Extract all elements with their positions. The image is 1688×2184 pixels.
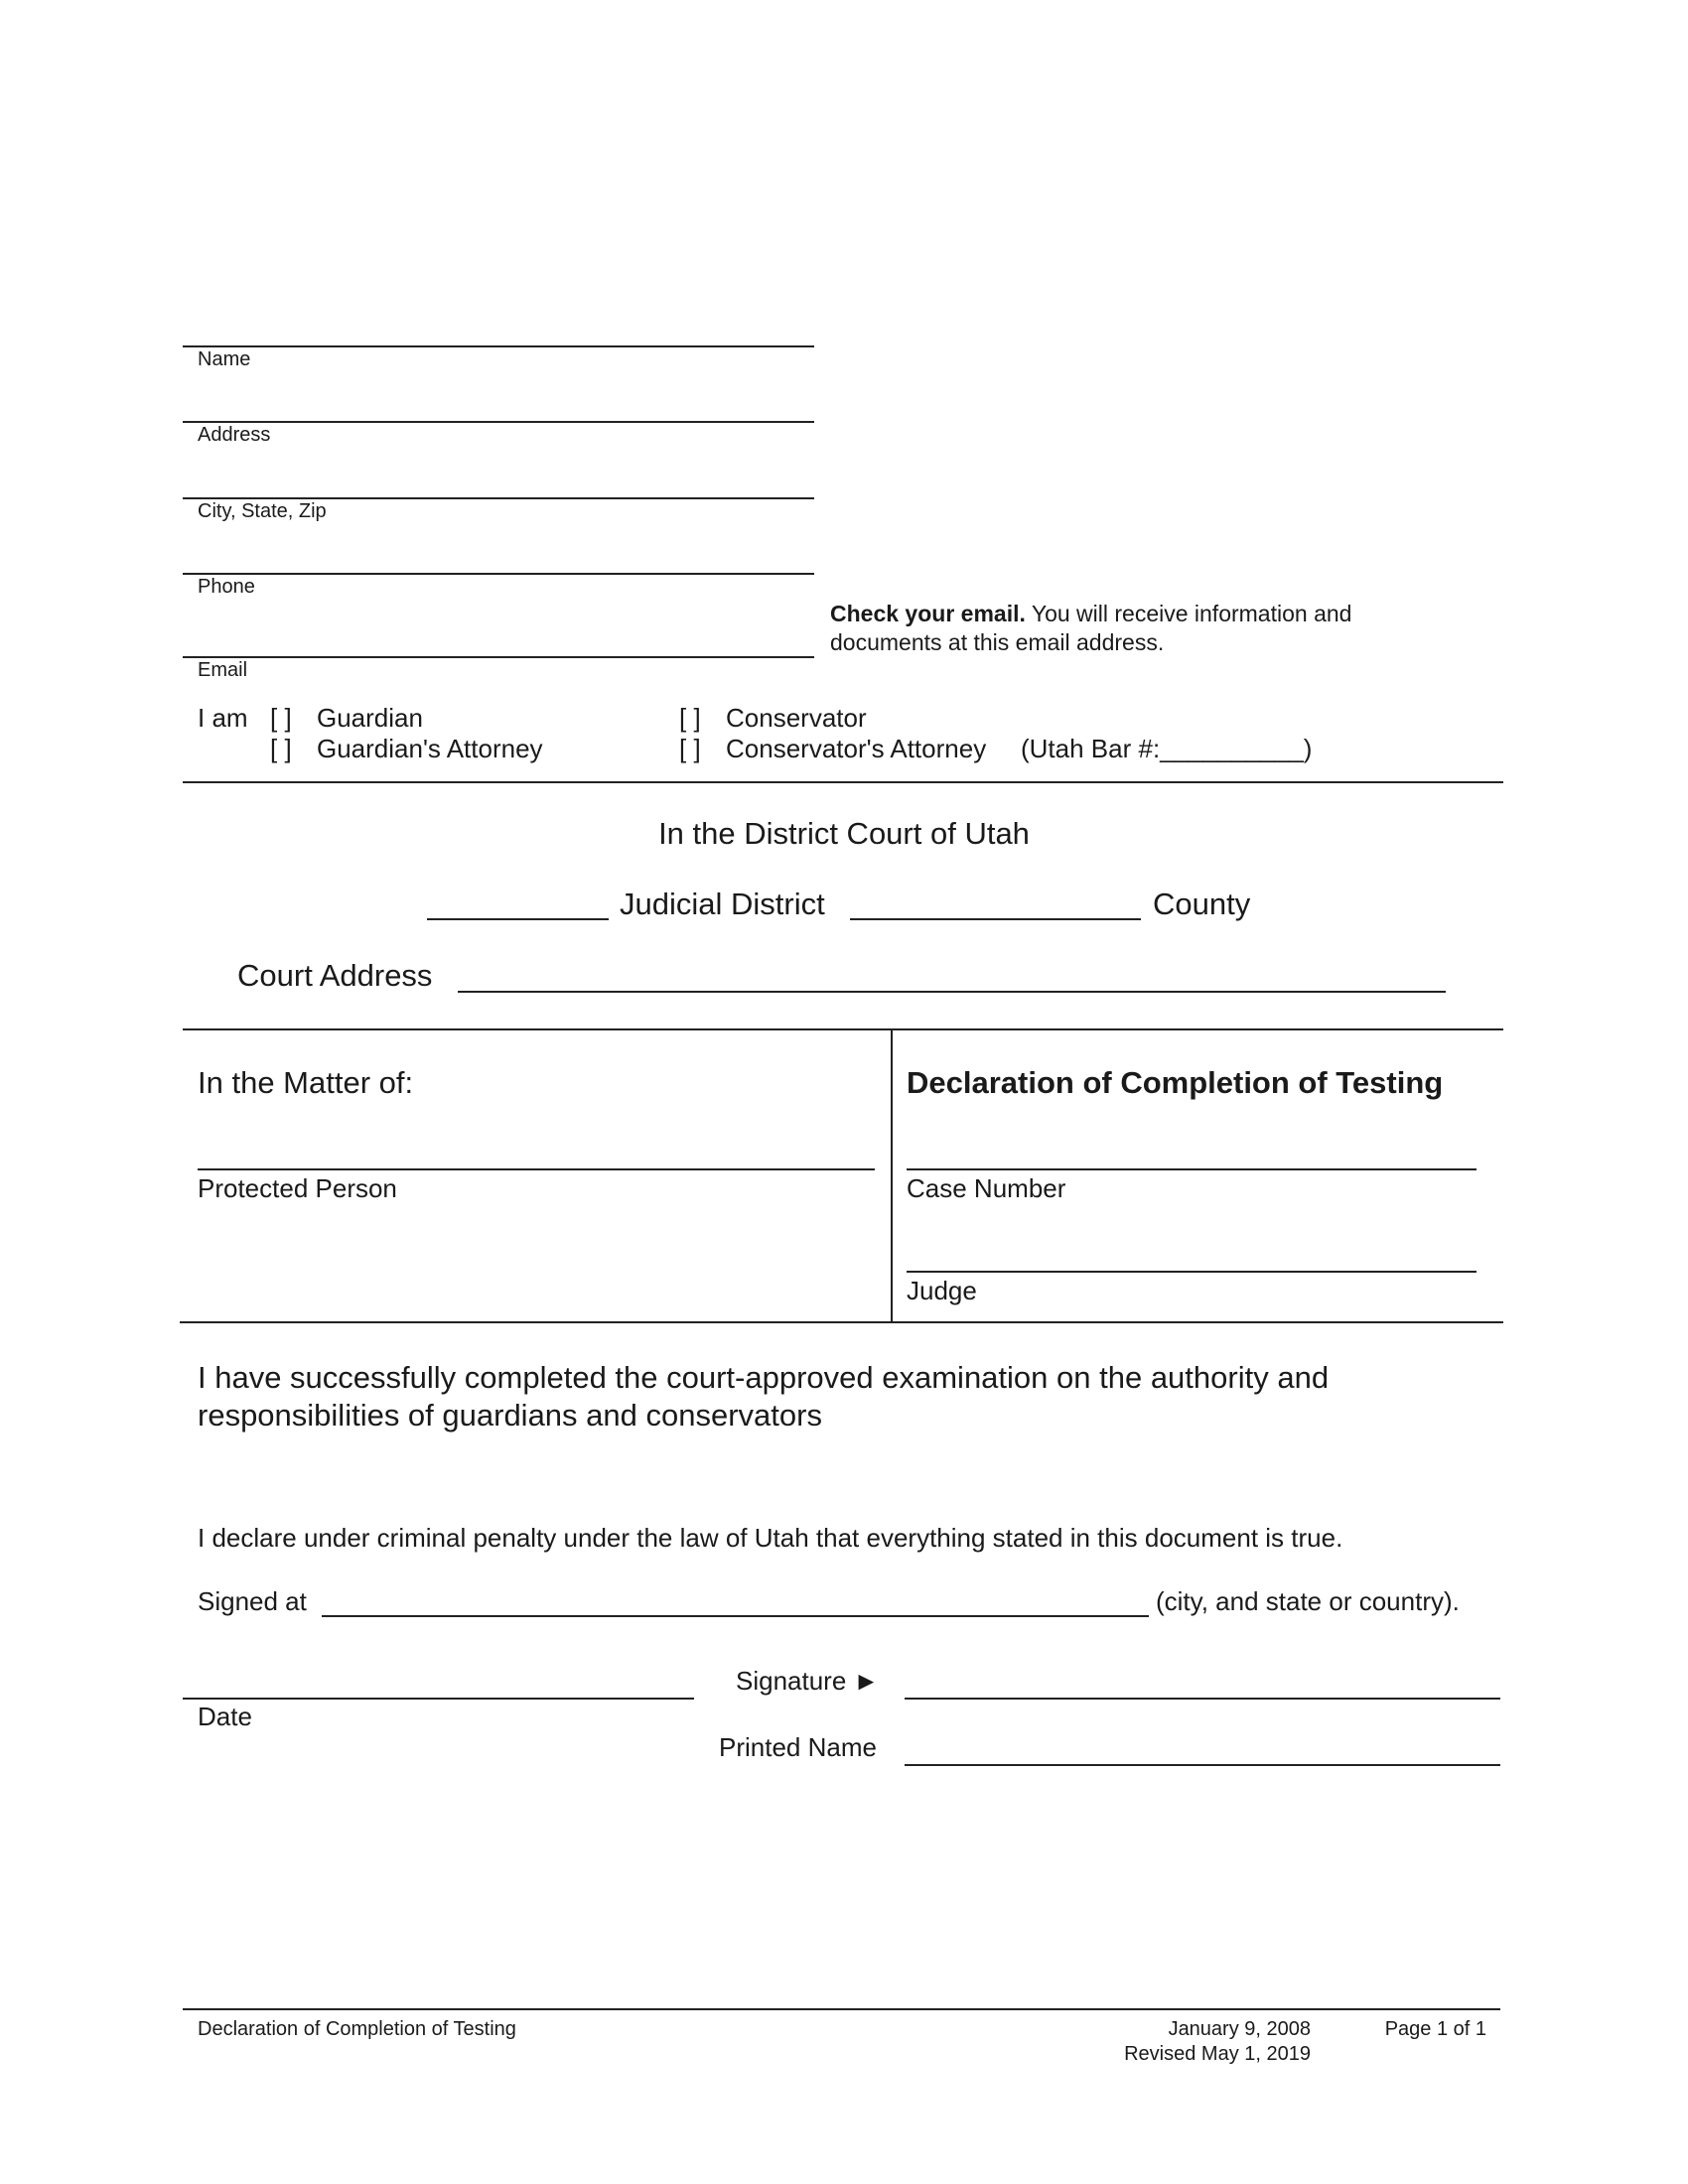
header-divider (183, 781, 1503, 783)
footer-divider (183, 2008, 1500, 2010)
email-notice-rest: You will receive information and (1025, 601, 1352, 626)
judicial-district-label: Judicial District (620, 887, 825, 921)
conservator-attorney-checkbox[interactable]: [ ] (679, 734, 701, 763)
document-title: Declaration of Completion of Testing (907, 1065, 1444, 1100)
email-notice-line2: documents at this email address. (830, 629, 1165, 655)
guardian-checkbox[interactable]: [ ] (270, 703, 292, 733)
date-field[interactable] (183, 1698, 694, 1700)
protected-person-field[interactable] (198, 1168, 875, 1170)
caption-bottom-border (180, 1321, 1503, 1323)
footer-revised-date: Revised May 1, 2019 (1124, 2043, 1311, 2065)
county-label: County (1153, 887, 1251, 921)
footer-page-number: Page 1 of 1 (1384, 2018, 1486, 2040)
guardian-label: Guardian (317, 703, 423, 733)
city-state-zip-label: City, State, Zip (198, 500, 327, 522)
signature-label: Signature ► (736, 1666, 880, 1696)
court-address-field[interactable] (458, 991, 1446, 993)
city-state-zip-line[interactable] (183, 497, 814, 499)
footer-date: January 9, 2008 (1168, 2018, 1311, 2040)
court-title: In the District Court of Utah (658, 816, 1030, 851)
printed-name-label: Printed Name (719, 1732, 877, 1762)
email-label: Email (198, 659, 248, 681)
judge-label: Judge (907, 1276, 977, 1305)
phone-line[interactable] (183, 573, 814, 575)
judge-field[interactable] (907, 1271, 1477, 1273)
footer-document-name: Declaration of Completion of Testing (198, 2018, 516, 2040)
case-number-field[interactable] (907, 1168, 1477, 1170)
email-line[interactable] (183, 656, 814, 658)
email-notice-line1 (830, 601, 1351, 627)
signed-at-suffix: (city, and state or country). (1156, 1586, 1460, 1616)
phone-label: Phone (198, 576, 255, 598)
protected-person-label: Protected Person (198, 1173, 397, 1203)
declaration-text: I declare under criminal penalty under the law of Utah that everything stated in this document is true. (198, 1523, 1343, 1553)
email-notice-bold: Check your email. (830, 601, 1026, 626)
printed-name-field[interactable] (905, 1764, 1500, 1766)
statement-line-2: responsibilities of guardians and conservators (198, 1398, 822, 1433)
court-address-label: Court Address (237, 958, 433, 993)
signature-field[interactable] (905, 1698, 1500, 1700)
judicial-district-field[interactable] (427, 918, 609, 920)
in-the-matter-label: In the Matter of: (198, 1065, 414, 1100)
case-number-label: Case Number (907, 1173, 1066, 1203)
utah-bar-field[interactable]: (Utah Bar #:__________) (1021, 734, 1313, 763)
guardian-attorney-checkbox[interactable]: [ ] (270, 734, 292, 763)
name-line[interactable] (183, 345, 814, 347)
guardian-attorney-label: Guardian's Attorney (317, 734, 543, 763)
caption-divider (891, 1028, 893, 1321)
date-label: Date (198, 1702, 252, 1731)
signed-at-field[interactable] (322, 1615, 1149, 1617)
conservator-checkbox[interactable]: [ ] (679, 703, 701, 733)
statement-line-1: I have successfully completed the court-approved examination on the authority and (198, 1360, 1330, 1395)
county-field[interactable] (850, 918, 1141, 920)
signed-at-label: Signed at (198, 1586, 307, 1616)
name-label: Name (198, 348, 251, 370)
conservator-label: Conservator (726, 703, 867, 733)
i-am-label: I am (198, 703, 248, 733)
caption-top-border (183, 1028, 1503, 1030)
address-line[interactable] (183, 421, 814, 423)
conservator-attorney-label: Conservator's Attorney (726, 734, 987, 763)
address-label: Address (198, 424, 271, 446)
